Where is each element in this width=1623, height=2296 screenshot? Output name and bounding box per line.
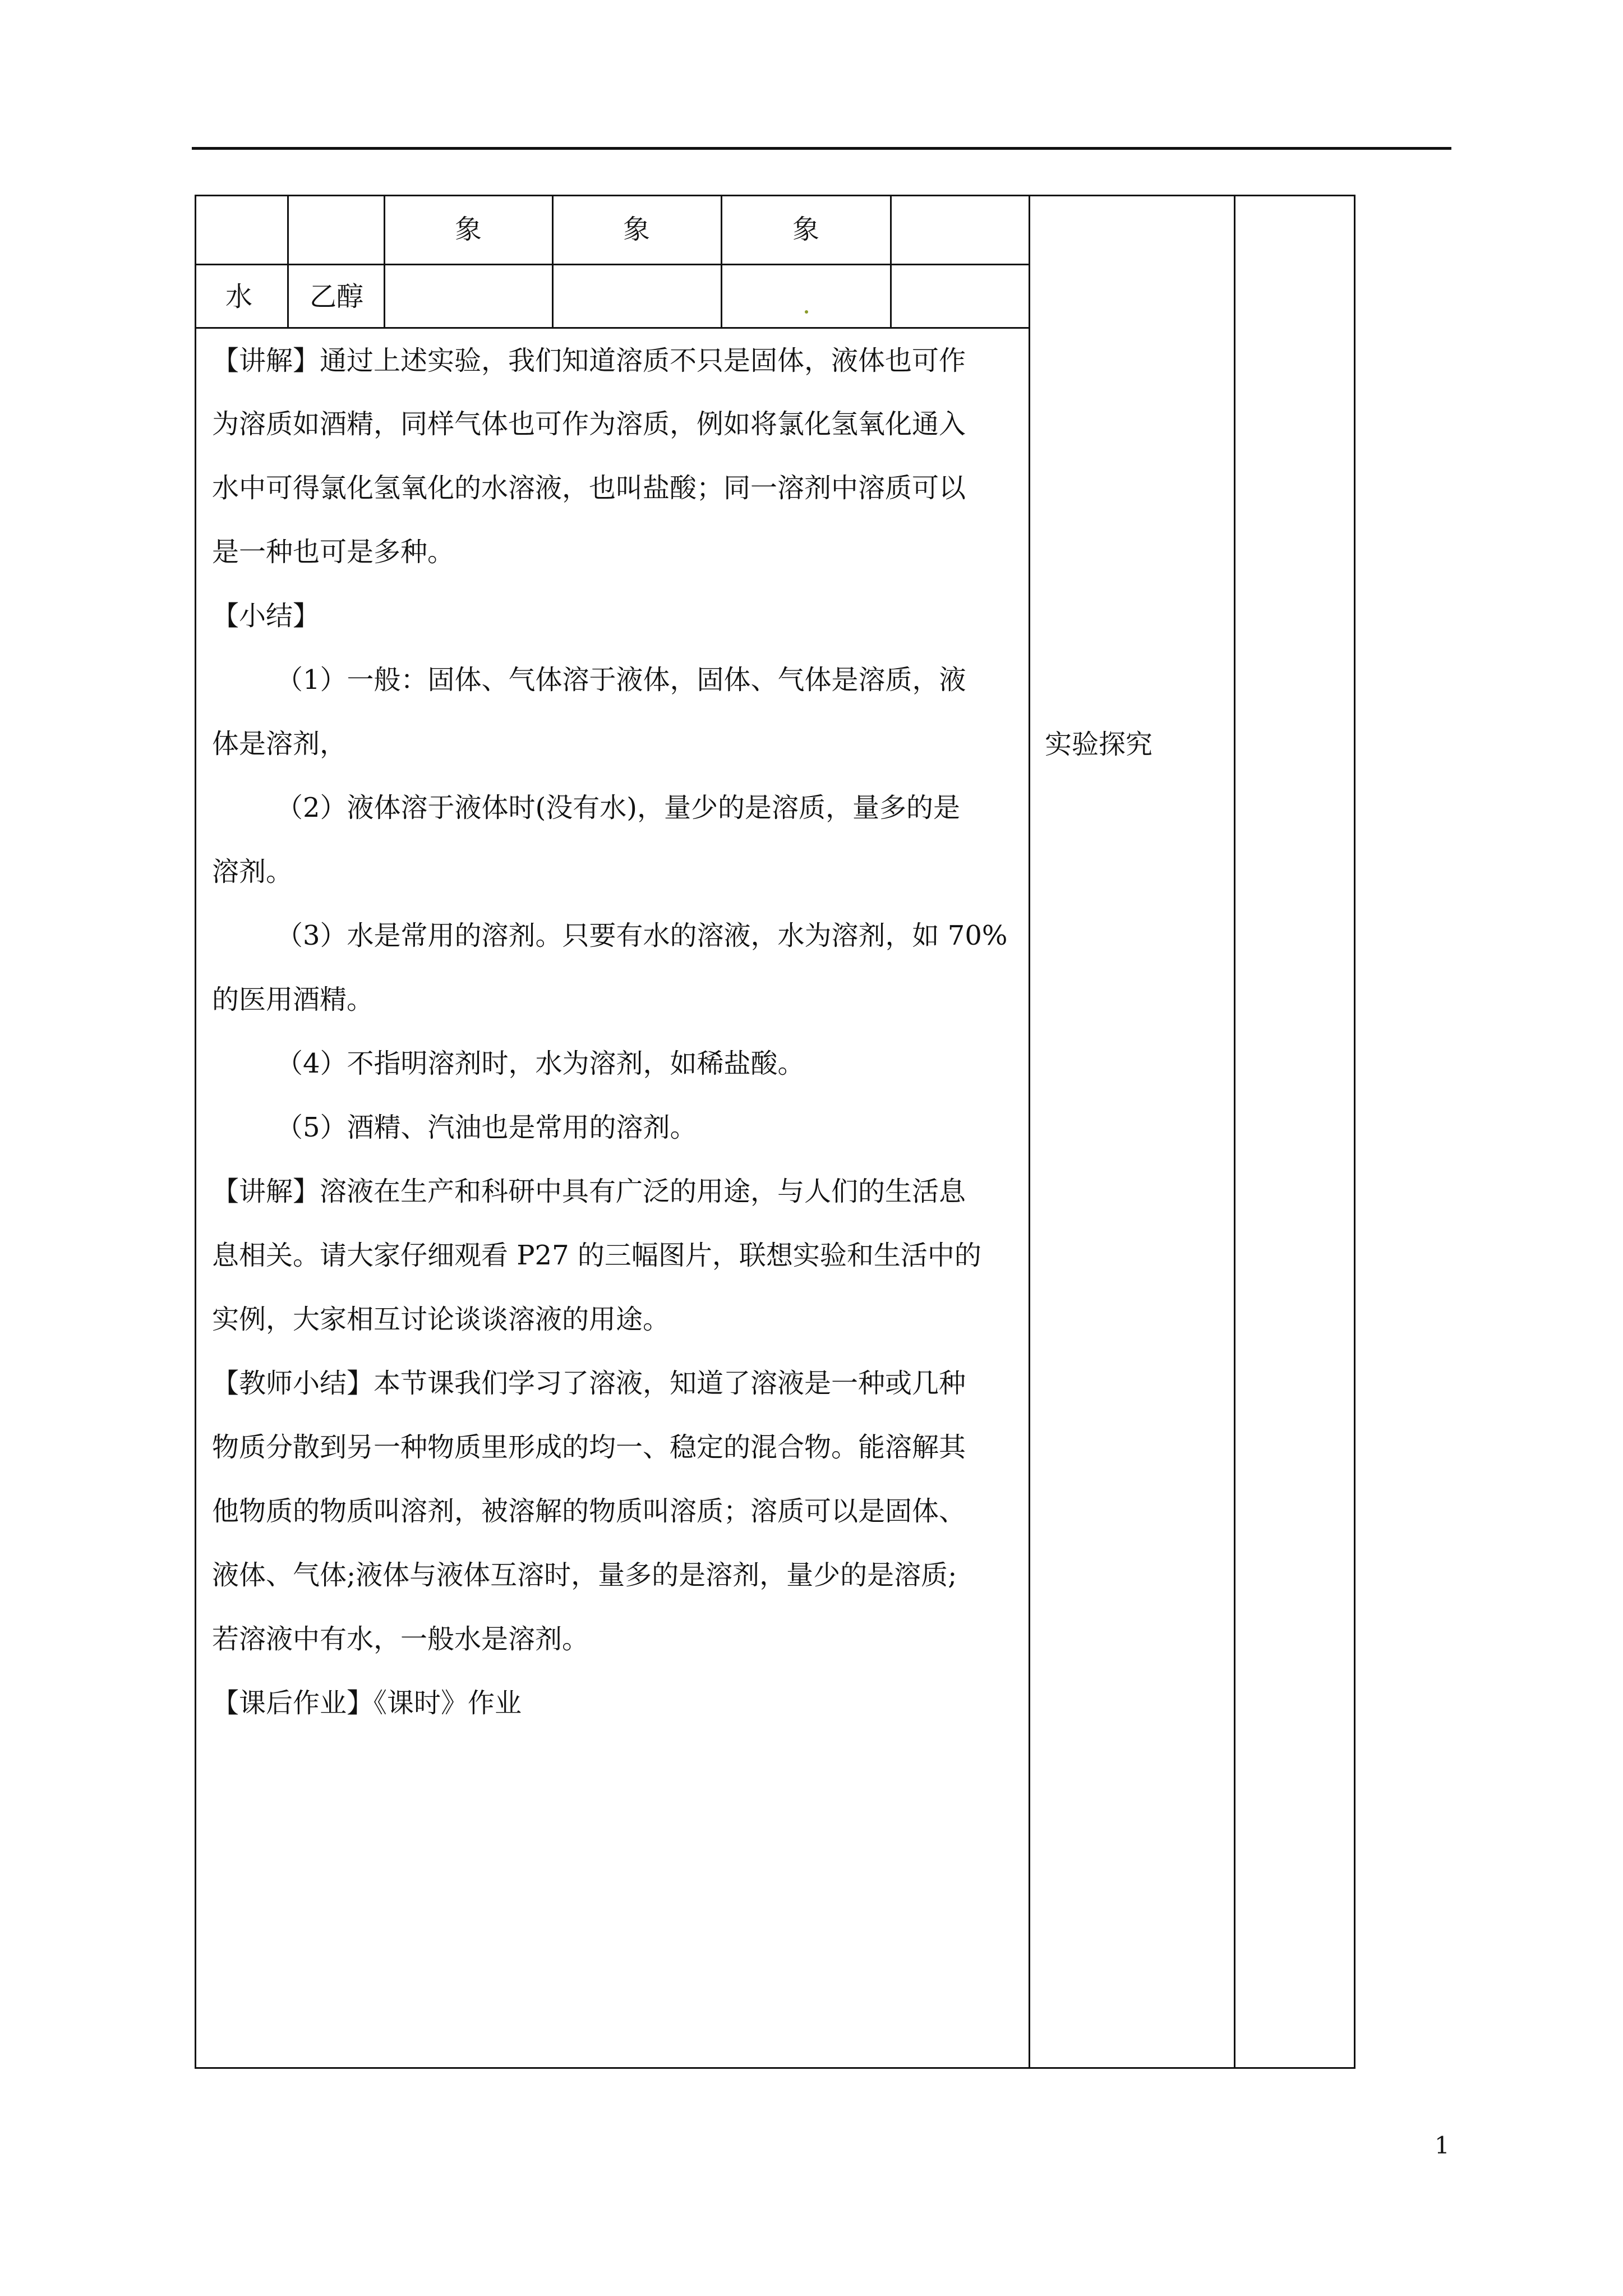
paragraph-line: 溶剂。 — [212, 856, 293, 887]
paragraph-line: 息相关。请大家仔细观看 P27 的三幅图片，联想实验和生活中的 — [212, 1240, 981, 1271]
paragraph-line: 他物质的物质叫溶剂，被溶解的物质叫溶质；溶质可以是固体、 — [212, 1496, 966, 1527]
paragraph-line: 是一种也可是多种。 — [212, 536, 455, 568]
col-line-1 — [287, 195, 289, 329]
paragraph-line: （3）水是常用的溶剂。只要有水的溶液，水为溶剂，如 70% — [276, 920, 1008, 951]
col-line-4 — [721, 195, 722, 329]
table-bottom-border — [195, 2067, 1355, 2069]
paragraph-line: 水中可得氯化氢氧化的水溶液，也叫盐酸；同一溶剂中溶质可以 — [212, 472, 966, 504]
paragraph-line: （1）一般：固体、气体溶于液体，固体、气体是溶质，液 — [276, 664, 966, 696]
paragraph-line: （4）不指明溶剂时，水为溶剂，如稀盐酸。 — [276, 1048, 805, 1079]
header-rule — [192, 147, 1451, 150]
paragraph-line: 【讲解】溶液在生产和科研中具有广泛的用途，与人们的生活息 — [212, 1176, 966, 1207]
col-line-5 — [890, 195, 892, 329]
paragraph-line: 的医用酒精。 — [212, 984, 374, 1015]
paragraph-line: 为溶质如酒精，同样气体也可作为溶质，例如将氯化氢氧化通入 — [212, 408, 966, 440]
row2-cell-1: 水 — [225, 281, 253, 312]
paragraph-line: 若溶液中有水，一般水是溶剂。 — [212, 1623, 589, 1655]
inner-row-line-2 — [195, 327, 1029, 329]
table-left-border — [195, 195, 196, 2069]
summary-heading: 【小结】 — [212, 600, 320, 632]
table-right-border — [1354, 195, 1355, 2069]
speck-mark — [805, 310, 808, 314]
homework-line: 【课后作业】《课时》作业 — [212, 1687, 522, 1719]
paragraph-line: 实例，大家相互讨论谈谈溶液的用途。 — [212, 1304, 670, 1335]
header-cell-4: 象 — [623, 214, 651, 245]
side-col-right-border — [1234, 195, 1235, 2069]
col-line-3 — [552, 195, 554, 329]
paragraph-line: （2）液体溶于液体时(没有水)，量少的是溶质，量多的是 — [276, 792, 960, 823]
row2-cell-2: 乙醇 — [310, 281, 364, 312]
paragraph-line: （5）酒精、汽油也是常用的溶剂。 — [276, 1112, 697, 1143]
paragraph-line: 物质分散到另一种物质里形成的均一、稳定的混合物。能溶解其 — [212, 1432, 966, 1463]
paragraph-line: 【教师小结】本节课我们学习了溶液，知道了溶液是一种或几种 — [212, 1368, 966, 1399]
paragraph-line: 【讲解】通过上述实验，我们知道溶质不只是固体，液体也可作 — [212, 345, 966, 376]
page-number: 1 — [1435, 2132, 1450, 2159]
paragraph-line: 体是溶剂， — [212, 728, 347, 760]
col-line-2 — [384, 195, 385, 329]
header-cell-5: 象 — [792, 214, 820, 245]
paragraph-line: 液体、气体;液体与液体互溶时，量多的是溶剂，量少的是溶质; — [212, 1559, 957, 1591]
table-top-border — [195, 195, 1355, 196]
side-column-label: 实验探究 — [1045, 729, 1153, 760]
header-cell-3: 象 — [455, 214, 482, 245]
inner-row-line-1 — [195, 264, 1029, 265]
